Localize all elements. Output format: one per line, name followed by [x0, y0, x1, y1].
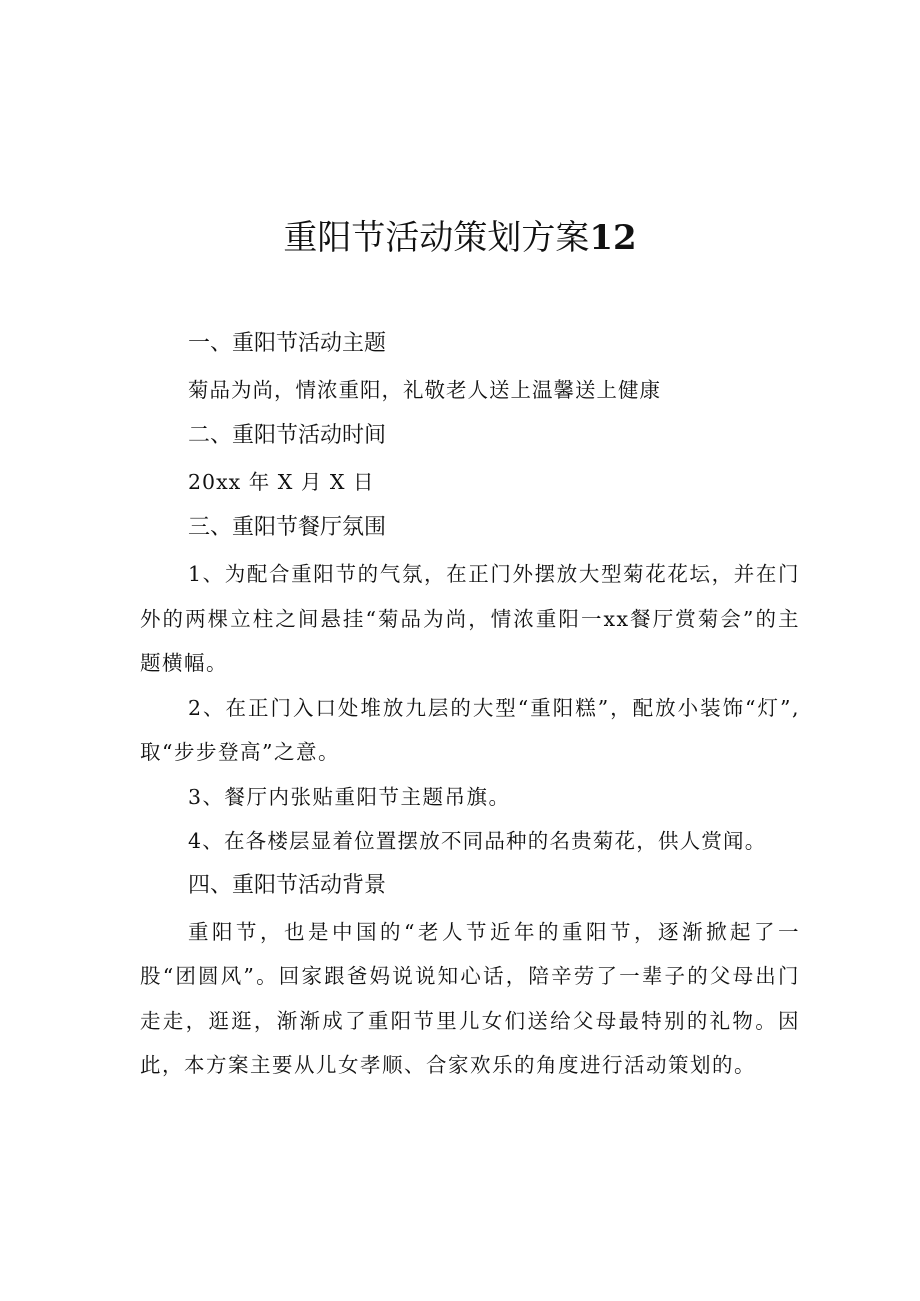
section-content-theme: 菊品为尚，情浓重阳，礼敬老人送上温馨送上健康: [188, 378, 661, 402]
section-content-time: 20xx 年 X 月 X 日: [188, 470, 375, 494]
page-title: [0, 210, 920, 259]
document-body: [140, 322, 800, 1088]
section-heading-atmosphere: 三、重阳节餐厅氛围: [188, 515, 387, 540]
section-heading-theme: 一、重阳节活动主题: [188, 331, 387, 356]
section-heading-background: 四、重阳节活动背景: [188, 872, 387, 898]
title-number: 12: [589, 218, 637, 258]
title-text: 重阳节活动策划方案: [283, 218, 590, 258]
section-heading-time: 二、重阳节活动时间: [188, 423, 387, 448]
background-paragraph: 重阳节，也是中国的“老人节近年的重阳节，逐渐掀起了一股“团圆风”。回家跟爸妈说说知心话，陪辛劳了一辈子的父母出门走走，逛逛，渐渐成了重阳节里儿女们送给父母最特别的礼物。因此，本方案主要从儿女孝顺、合家欢乐的角度进行活动策划的。: [140, 919, 800, 1077]
atmosphere-paragraph-3: 3、餐厅内张贴重阳节主题吊旗。: [188, 784, 511, 809]
atmosphere-paragraph-1: 1、为配合重阳节的气氛，在正门外摆放大型菊花花坛，并在门外的两棵立柱之间悬挂“菊品为尚，情浓重阳一xx餐厅赏菊会”的主题横幅。: [140, 562, 800, 675]
atmosphere-paragraph-4: 4、在各楼层显着位置摆放不同品种的名贵菊花，供人赏闻。: [188, 829, 767, 853]
atmosphere-paragraph-2: 2、在正门入口处堆放九层的大型“重阳糕”，配放小装饰“灯”,取“步步登高”之意。: [140, 695, 800, 764]
